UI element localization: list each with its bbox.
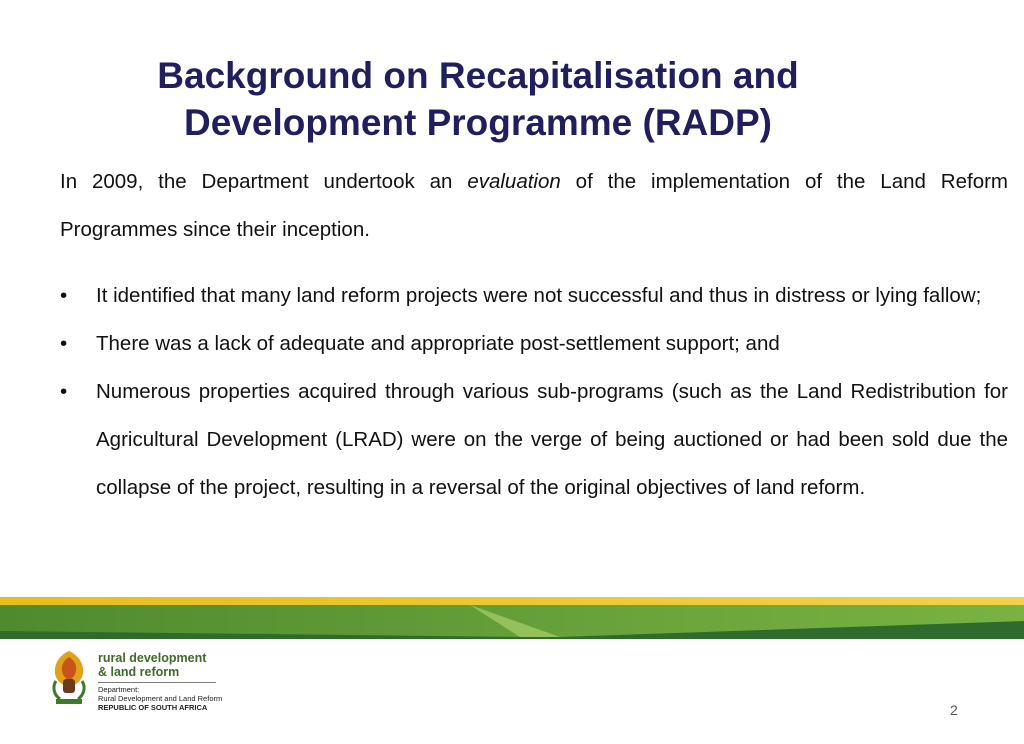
page-number: 2 [950,702,958,718]
slide-body [60,158,1008,512]
bullet-icon: • [60,380,68,403]
logo-line-2: & land reform [98,665,180,679]
logo-divider [98,682,216,683]
intro-text-start: In 2009, the Department undertook an [60,170,468,193]
bullet-list [60,272,1008,512]
title-line-1: Background on Recapitalisation and [157,55,799,96]
bullet-text: There was a lack of adequate and appropriate post-settlement support; and [96,332,780,355]
department-label: Department: [98,685,140,694]
intro-text-end: of the implementation of the Land Reform Programmes since their inception. [60,170,1009,241]
department-logo-text [98,651,222,712]
slide-title [0,52,956,146]
logo-line-1: rural development [98,651,207,665]
bullet-item [60,272,1008,320]
bullet-item [60,368,1008,512]
bullet-item [60,320,1008,368]
intro-paragraph [60,158,1008,254]
footer-color-band [0,597,1024,639]
bullet-text: It identified that many land reform projects were not successful and thus in distress or lying fallow; [96,284,982,307]
department-name: Rural Development and Land Reform [98,694,223,703]
intro-emphasis: evaluation [467,170,561,193]
title-line-2: Development Programme (RADP) [183,102,772,143]
country-name: REPUBLIC OF SOUTH AFRICA [98,703,208,712]
bullet-text: Numerous properties acquired through various sub-programs (such as the Land Redistribution for Agricultural Development (LRAD) were on the verge of being auctioned or had been sold due the collapse of the project, resulting in a reversal of the original objectives of land reform. [96,380,1008,499]
south-africa-coat-of-arms-icon [46,649,92,707]
bullet-icon: • [60,332,68,355]
bullet-icon: • [60,284,68,307]
